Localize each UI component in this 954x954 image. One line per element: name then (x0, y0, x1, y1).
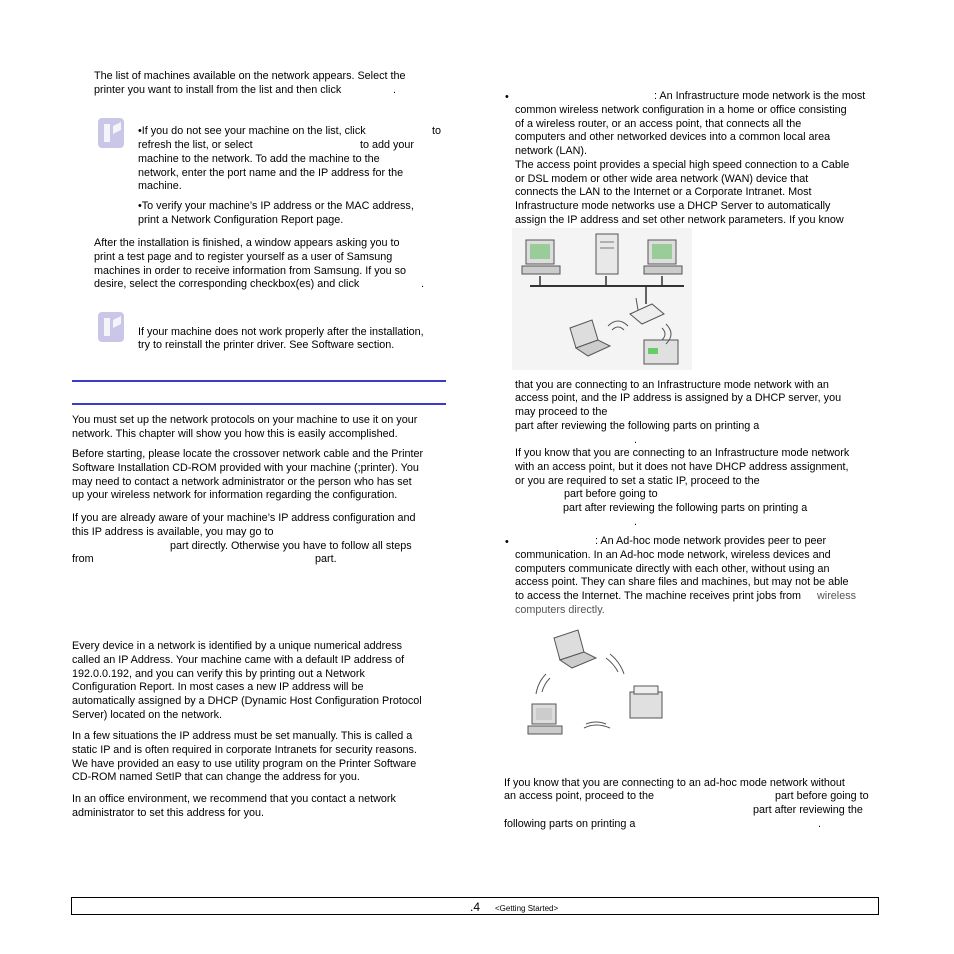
text-line: machine. (138, 180, 182, 192)
text-line: If you know that you are connecting to an Infrastructure mode network (515, 447, 850, 459)
infrastructure-network-diagram (512, 228, 692, 370)
section-rule-bottom (72, 403, 446, 405)
text-line: static IP and is often required in corporate Intranets for security reasons. (72, 744, 417, 756)
text-line: part before going to (564, 488, 658, 500)
section-rule-top (72, 380, 446, 382)
section-label: <Getting Started> (495, 904, 559, 913)
text-line: administrator to set this address for you. (72, 807, 265, 819)
text-line: •To verify your machine’s IP address or the MAC address, (138, 200, 414, 212)
text-line: part after reviewing the following parts on printing a (515, 420, 760, 432)
note-icon (96, 310, 126, 344)
text-line: machine to the network. To add the machine to the (138, 153, 380, 165)
text-line: part before going to (775, 790, 869, 802)
text-line: printer you want to install from the list and then click (94, 84, 342, 96)
text-line: automatically assigned by a DHCP (Dynamic Host Configuration Protocol (72, 695, 422, 707)
text-line: may proceed to the (515, 406, 608, 418)
text-line: The access point provides a special high speed connection to a Cable (515, 159, 850, 171)
page-number: .4 (470, 900, 481, 914)
desktop-computer-icon (644, 240, 682, 274)
text-line: network (LAN). (515, 145, 587, 157)
text-line: access point, and the IP address is assigned by a DHCP server, you (515, 392, 842, 404)
server-tower-icon (596, 234, 618, 274)
text-line: or DSL modem or other wide area network (WAN) device that (515, 173, 809, 185)
text-line: : An Ad-hoc mode network provides peer to peer (595, 535, 827, 547)
text-line: common wireless network configuration in a home or office consisting (515, 104, 847, 116)
text-line: . (634, 434, 637, 446)
text-line: may need to contact a network administrator or the person who has set (72, 476, 412, 488)
text-line: an access point, proceed to the (504, 790, 655, 802)
text-line: from (72, 553, 94, 565)
text-line: Server) located on the network. (72, 709, 223, 721)
text-line: If you are already aware of your machine’s IP address configuration and (72, 512, 416, 524)
text-line: Infrastructure mode networks use a DHCP Server to automatically (515, 200, 831, 212)
text-line: : An Infrastructure mode network is the most (654, 90, 866, 102)
text-line: following parts on printing a (504, 818, 636, 830)
text-line: access point. They can share files and machines, but may not be able (515, 576, 849, 588)
desktop-computer-icon (528, 704, 562, 734)
text-line: with an access point, but it does not have DHCP address assignment, (515, 461, 849, 473)
text-line: CD-ROM named SetIP that can change the address for you. (72, 771, 360, 783)
note-icon (96, 116, 126, 150)
text-line: that you are connecting to an Infrastructure mode network with an (515, 379, 829, 391)
text-line: to add your (360, 139, 415, 151)
text-line: assign the IP address and set other network parameters. If you know (515, 214, 844, 226)
text-line: . (634, 516, 637, 528)
text-line: part. (315, 553, 337, 565)
text-line: to (432, 125, 442, 137)
text-line: part directly. Otherwise you have to follow all steps (170, 540, 412, 552)
text-line: part after reviewing the following parts on printing a (563, 502, 808, 514)
text-line: wireless (817, 590, 856, 602)
text-line: of a wireless router, or an access point, that connects all the (515, 118, 802, 130)
text-line: try to reinstall the printer driver. See Software section. (138, 339, 395, 351)
bullet: • (505, 91, 509, 103)
text-line: •If you do not see your machine on the list, click (138, 125, 366, 137)
text-line: part after reviewing the (753, 804, 863, 816)
printer-icon (644, 340, 678, 364)
text-line: If you know that you are connecting to an ad-hoc mode network without (504, 777, 845, 789)
text-line: communication. In an Ad-hoc mode network, wireless devices and (515, 549, 831, 561)
text-line: . (818, 818, 821, 830)
text-line: network. This chapter will show you how this is easily accomplished. (72, 428, 398, 440)
text-line: . (393, 84, 396, 96)
text-line: called an IP Address. Your machine came with a default IP address of (72, 654, 405, 666)
text-line: this IP address is available, you may go to (72, 526, 274, 538)
text-line: 192.0.0.192, and you can verify this by printing out a Network (72, 668, 365, 680)
text-line: You must set up the network protocols on your machine to use it on your (72, 414, 418, 426)
text-line: After the installation is finished, a window appears asking you to (94, 237, 400, 249)
text-line: Configuration Report. In most cases a new IP address will be (72, 681, 364, 693)
text-line: Every device in a network is identified by a unique numerical address (72, 640, 403, 652)
printer-icon (630, 686, 662, 718)
adhoc-network-diagram (526, 628, 670, 744)
text-line: computers communicate directly with each other, without using an (515, 563, 830, 575)
text-line: computers directly. (515, 604, 605, 616)
text-line: connects the LAN to the Internet or a Corporate Intranet. Most (515, 186, 812, 198)
laptop-icon (554, 630, 596, 668)
text-line: The list of machines available on the network appears. Select the (94, 70, 406, 82)
desktop-computer-icon (522, 240, 560, 274)
text-line: desire, select the corresponding checkbox(es) and click (94, 278, 360, 290)
text-line: up your wireless network for information regarding the configuration. (72, 489, 398, 501)
text-line: We have provided an easy to use utility program on the Printer Software (72, 758, 417, 770)
text-line: Software Installation CD-ROM provided with your machine (;printer). You (72, 462, 419, 474)
text-line: Before starting, please locate the crossover network cable and the Printer (72, 448, 424, 460)
text-line: computers and other networked devices into a common local area (515, 131, 831, 143)
text-line: refresh the list, or select (138, 139, 253, 151)
text-line: print a Network Configuration Report page. (138, 214, 344, 226)
text-line: print a test page and to register yourself as a user of Samsung (94, 251, 393, 263)
text-line: network, enter the port name and the IP address for the (138, 167, 404, 179)
bullet: • (505, 536, 509, 548)
text-line: to access the Internet. The machine receives print jobs from (515, 590, 802, 602)
text-line: If your machine does not work properly after the installation, (138, 326, 424, 338)
text-line: machines in order to receive information from Samsung. If you so (94, 265, 407, 277)
text-line: . (421, 278, 424, 290)
text-line: In a few situations the IP address must be set manually. This is called a (72, 730, 413, 742)
text-line: or you are required to set a static IP, proceed to the (515, 475, 760, 487)
text-line: In an office environment, we recommend that you contact a network (72, 793, 396, 805)
